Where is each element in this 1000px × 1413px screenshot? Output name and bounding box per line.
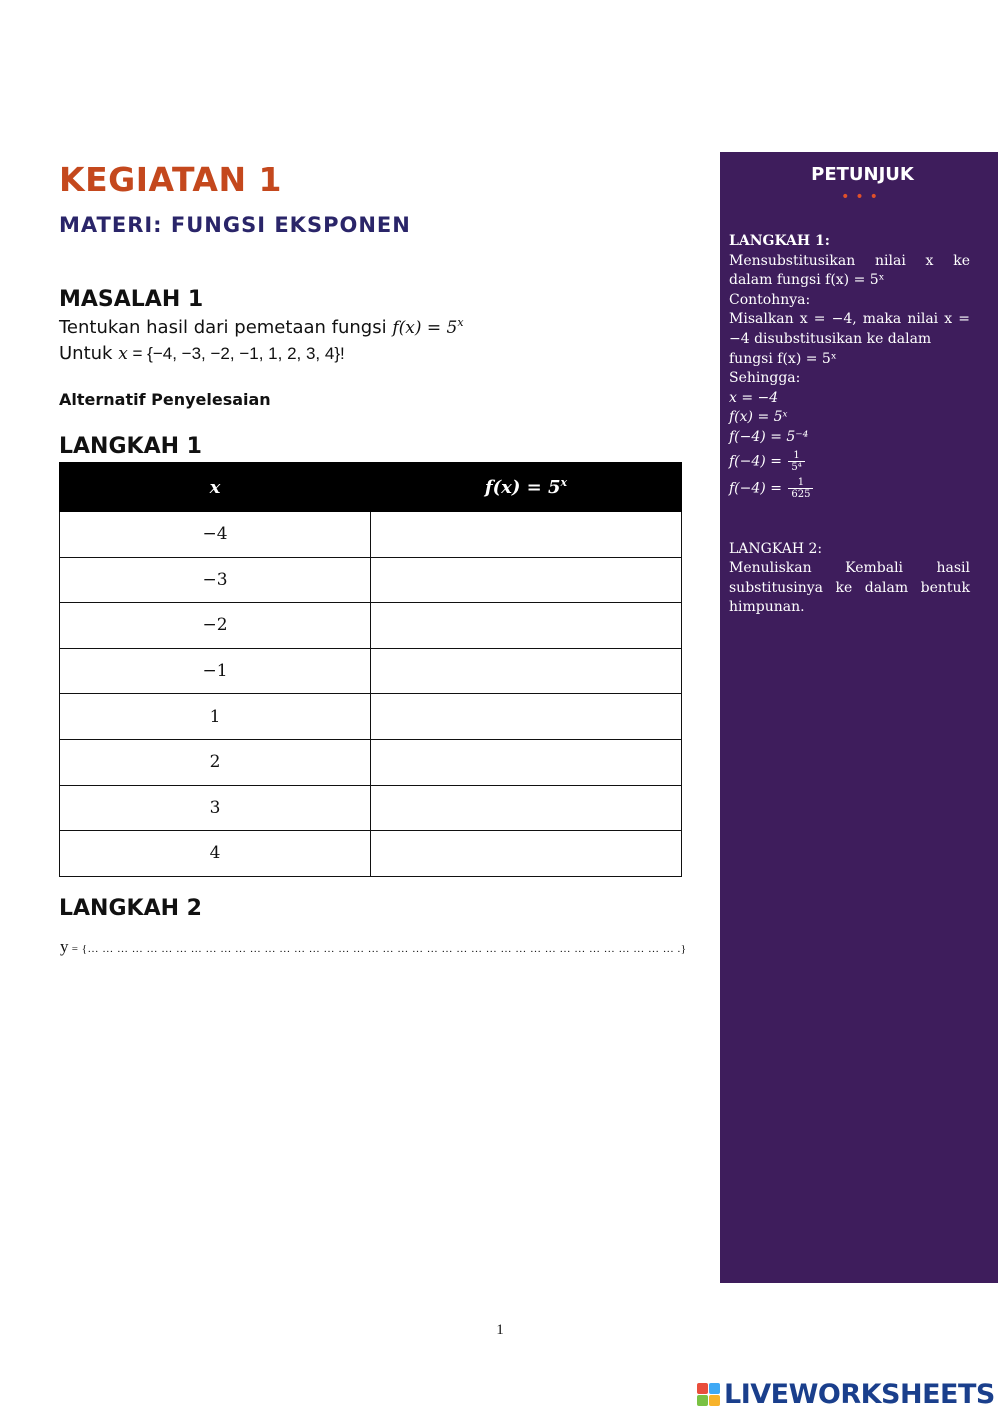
fx-answer-cell[interactable] xyxy=(371,603,682,649)
fraction xyxy=(788,477,813,500)
dots-decoration: ••• xyxy=(841,189,884,205)
fx-answer-cell[interactable] xyxy=(371,694,682,740)
step2-heading: LANGKAH 2 xyxy=(59,896,202,921)
calc-lhs: f(−4) = xyxy=(729,453,787,470)
function-exponent: x xyxy=(457,316,464,329)
sidebar-step2-desc: himpunan. xyxy=(729,599,805,616)
fx-answer-cell[interactable] xyxy=(371,831,682,877)
table-row xyxy=(60,648,682,694)
table-row xyxy=(60,831,682,877)
fx-answer-cell[interactable] xyxy=(371,557,682,603)
sidebar-step1-label: LANGKAH 1: xyxy=(729,233,830,249)
sidebar-calc-fraction xyxy=(729,477,970,500)
sidebar-step1-desc-cont: dalam fungsi f(x) = 5ˣ xyxy=(729,272,885,289)
x-value-cell: 2 xyxy=(60,739,371,785)
x-value-cell: −1 xyxy=(60,648,371,694)
problem-heading: MASALAH 1 xyxy=(59,287,204,312)
material-subtitle: MATERI: FUNGSI EKSPONEN xyxy=(59,213,411,237)
fx-answer-cell[interactable] xyxy=(371,512,682,558)
table-header-row xyxy=(60,463,682,512)
fraction-denominator: 5⁴ xyxy=(791,461,802,473)
sidebar-title: PETUNJUK xyxy=(811,164,914,185)
fraction-numerator: 1 xyxy=(788,477,813,489)
table-row xyxy=(60,512,682,558)
fx-answer-cell[interactable] xyxy=(371,785,682,831)
sidebar-calc-line: f(x) = 5ˣ xyxy=(729,409,788,426)
column-header-x: x xyxy=(60,463,371,512)
activity-title: KEGIATAN 1 xyxy=(59,160,283,199)
problem-statement-line1 xyxy=(59,316,464,338)
sidebar-so-label: Sehingga: xyxy=(729,370,801,387)
fraction-denominator: 625 xyxy=(791,488,811,500)
x-value-cell: 1 xyxy=(60,694,371,740)
x-value-cell: −3 xyxy=(60,557,371,603)
sidebar-step2-desc: Menuliskan Kembali hasil xyxy=(729,560,970,577)
table-row xyxy=(60,557,682,603)
alternative-solution-label: Alternatif Penyelesaian xyxy=(59,390,271,409)
problem-text: Tentukan hasil dari pemetaan fungsi xyxy=(59,317,393,338)
page-number: 1 xyxy=(496,1322,504,1338)
table-row xyxy=(60,694,682,740)
set-answer-field[interactable] xyxy=(60,937,687,957)
x-value-cell: 4 xyxy=(60,831,371,877)
x-value-cell: −2 xyxy=(60,603,371,649)
table-row xyxy=(60,785,682,831)
column-header-fx: $f(x) = 5^x$ xyxy=(371,463,682,512)
liveworksheets-logo-icon xyxy=(697,1383,720,1406)
instructions-sidebar xyxy=(720,152,998,1283)
problem-statement-line2 xyxy=(59,343,345,364)
x-value-cell: −4 xyxy=(60,512,371,558)
function-formula: f(x) = 5 xyxy=(392,318,458,338)
table-row xyxy=(60,603,682,649)
value-table xyxy=(59,462,682,877)
sidebar-example-line: Misalkan x = −4, maka nilai x = xyxy=(729,311,970,328)
fx-answer-cell[interactable] xyxy=(371,739,682,785)
brand-name: LIVEWORKSHEETS xyxy=(724,1378,995,1410)
fraction xyxy=(788,450,804,473)
sidebar-calc-fraction xyxy=(729,450,970,473)
fraction-numerator: 1 xyxy=(788,450,804,462)
sidebar-calc-line: x = −4 xyxy=(729,389,779,406)
sidebar-example-line: fungsi f(x) = 5ˣ xyxy=(729,350,837,367)
sidebar-calc-line: f(−4) = 5⁻⁴ xyxy=(729,428,809,445)
x-value-cell: 3 xyxy=(60,785,371,831)
sidebar-example-label: Contohnya: xyxy=(729,291,811,308)
answer-prefix: y xyxy=(60,937,69,956)
calc-lhs: f(−4) = xyxy=(729,480,787,497)
domain-set: = {−4, −3, −2, −1, 1, 2, 3, 4}! xyxy=(127,344,345,363)
sidebar-step2-desc: substitusinya ke dalam bentuk xyxy=(729,579,970,596)
domain-variable: x xyxy=(118,344,128,364)
fx-answer-cell[interactable] xyxy=(371,648,682,694)
answer-blank[interactable]: = {… … … … … … … … … … … … … … … … … … … … … … … … … … … … … … … … … … … … … … … … .} xyxy=(68,943,687,955)
sidebar-step2-label: LANGKAH 2: xyxy=(729,540,823,557)
domain-text: Untuk xyxy=(59,343,119,364)
sidebar-step1-desc: Mensubstitusikan nilai x ke xyxy=(729,252,970,269)
liveworksheets-logo xyxy=(697,1377,995,1411)
step1-heading: LANGKAH 1 xyxy=(59,434,202,459)
sidebar-example-line: −4 disubstitusikan ke dalam xyxy=(729,330,932,347)
table-row xyxy=(60,739,682,785)
sidebar-body xyxy=(729,232,970,618)
